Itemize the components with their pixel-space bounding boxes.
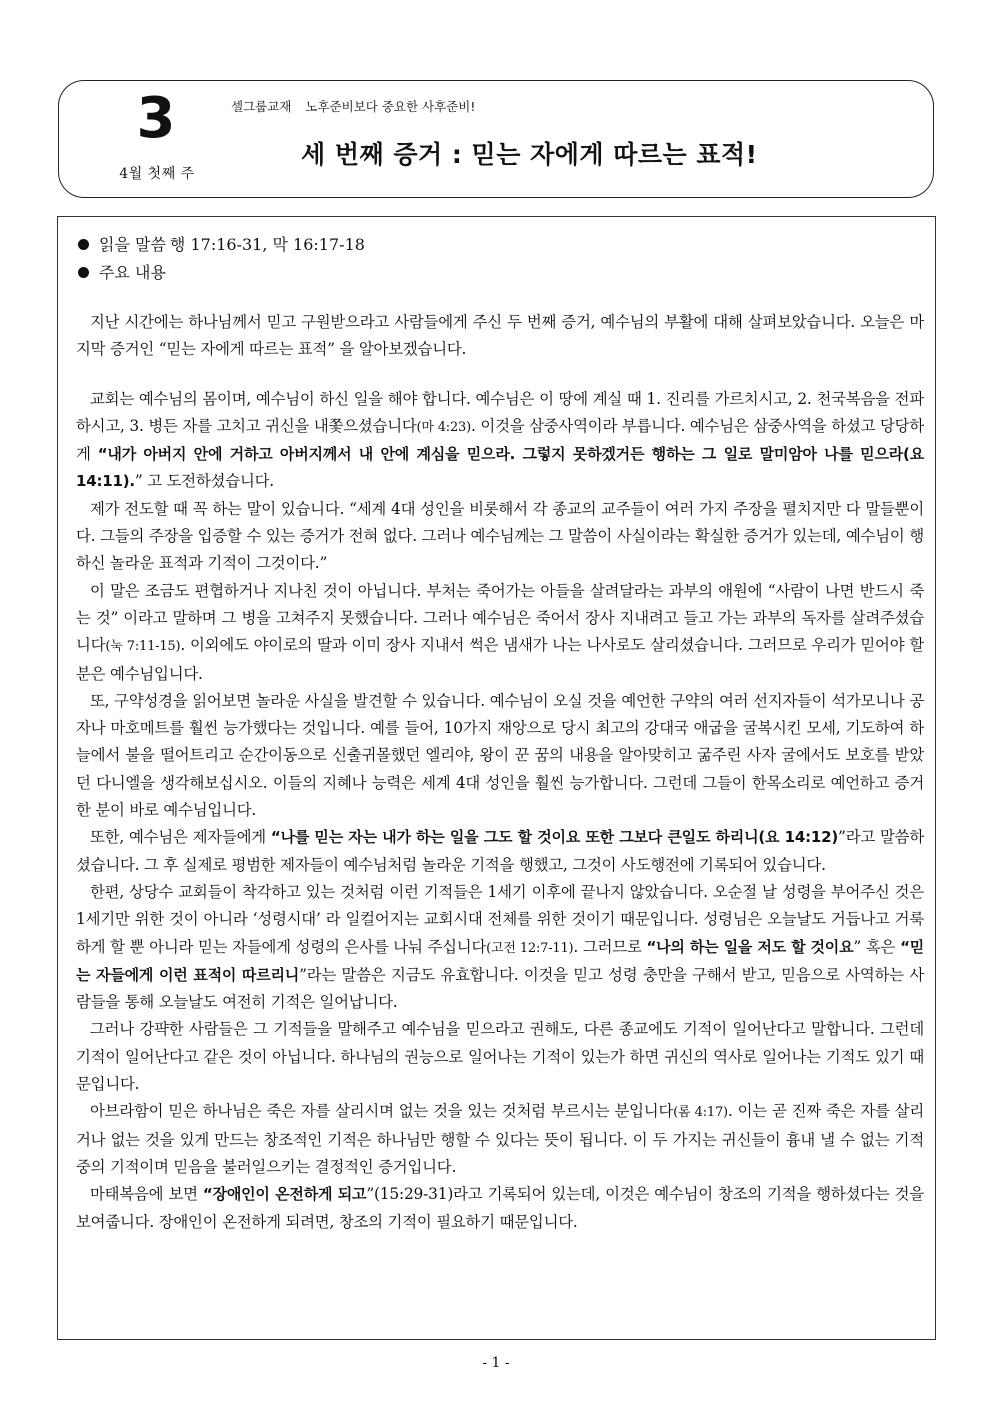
paragraph-3: 제가 전도할 때 꼭 하는 말이 있습니다. “세계 4대 성인을 비롯해서 각 종교의 교주들이 여러 가지 주장을 펼치지만 다 말들뿐이다. 그들의 주장을 입증할 수 있는 증거가 전혀 없다. 그러나 예수님께는 그 말씀이 사실이라는 확실한 증거가 있는데, 예수님이 행하신 놀라운 표적과 기적이 그것이다.” (76, 499, 924, 573)
lesson-title: 세 번째 증거 : 믿는 자에게 따르는 표적! (301, 140, 758, 169)
paragraph-9: 아브라함이 믿은 하나님은 죽은 자를 살리시며 없는 것을 있는 것처럼 부르시는 분입니다(롬 4:17). 이는 곧 진짜 죽은 자를 살리거나 없는 것을 있게 만드는 창조적인 기적은 하나님만 행할 수 있다는 뜻이 됩니다. 이 두 가지는 귀신들이 흉내 낼 수 없는 기적 중의 기적이며 믿음을 불러일으키는 결정적인 증거입니다. (76, 1102, 925, 1176)
paragraph-1: 지난 시간에는 하나님께서 믿고 구원받으라고 사람들에게 주신 두 번째 증거, 예수님의 부활에 대해 살펴보았습니다. 오늘은 마지막 증거인 “믿는 자에게 따르는 표적” 을 알아보겠습니다. (76, 313, 924, 359)
scripture-ref: (눅 7:11-15) (105, 639, 181, 655)
scripture-quote: “장애인이 온전하게 되고 (202, 1185, 367, 1204)
series-label (231, 97, 475, 115)
paragraph-10: 마태복음에 보면 “장애인이 온전하게 되고”(15:29-31)라고 기록되어 있는데, 이것은 예수님이 창조의 기적을 행하셨다는 것을 보여줍니다. 장애인이 온전하게 되려면, 창조의 기적이 필요하기 때문입니다. (76, 1185, 925, 1231)
bullet-icon (78, 239, 89, 250)
paragraph-5: 또, 구약성경을 읽어보면 놀라운 사실을 발견할 수 있습니다. 예수님이 오실 것을 예언한 구약의 여러 선지자들이 석가모니나 공자나 마호메트를 훨씬 능가했다는 것입니다. 예를 들어, 10가지 재앙으로 당시 최고의 강대국 애굽을 굴복시킨 모세, 기도하여 하늘에서 불을 떨어트리고 순간이동으로 신출귀몰했던 엘리야, 왕이 꾼 꿈의 내용을 알아맞히고 굶주린 사자 굴에서도 보호를 받았던 다니엘을 생각해보십시오. 이들의 지혜나 능력은 세계 4대 성인을 훨씬 능가합니다. 그런데 그들이 한목소리로 예언하고 증거한 분이 바로 예수님입니다. (76, 691, 924, 820)
page-number: - 1 - (482, 1355, 510, 1371)
bullet-reading (78, 231, 365, 259)
paragraph-7: 한편, 상당수 교회들이 착각하고 있는 것처럼 이런 기적들은 1세기 이후에 끝나지 않았습니다. 오순절 날 성령을 부어주신 것은 1세기만 위한 것이 아니라 ‘성령시대’ 라 일컬어지는 교회시대 전체를 위한 것이기 때문입니다. 성령님은 오늘날도 거듭나고 거룩하게 할 뿐 아니라 믿는 자들에게 성령의 은사를 나눠 주십니다(고전 12:7-11). 그러므로 “나의 하는 일을 저도 할 것이요” 혹은 “믿는 자들에게 이런 표적이 따르리니”라는 말씀은 지금도 유효합니다. 이것을 믿고 성령 충만을 구해서 받고, 믿음으로 사역하는 사람들을 통해 오늘날도 여전히 기적은 일어납니다. (76, 882, 925, 1012)
series-subtitle: 노후준비보다 중요한 사후준비! (305, 99, 476, 114)
scripture-quote: “나를 믿는 자는 내가 하는 일을 그도 할 것이요 또한 그보다 큰일도 하리니(요 14:12) (270, 828, 839, 847)
reading-label: 읽을 말씀 (99, 235, 166, 254)
scripture-ref: (마 4:23) (416, 419, 471, 435)
paragraph-2: 교회는 예수님의 몸이며, 예수님이 하신 일을 해야 합니다. 예수님은 이 땅에 계실 때 1. 진리를 가르치시고, 2. 천국복음을 전파하시고, 3. 병든 자를 고치고 귀신을 내쫓으셨습니다(마 4:23). 이것을 삼중사역이라 부릅니다. 예수님은 삼중사역을 하셨고 당당하게 “내가 아버지 안에 거하고 아버지께서 내 안에 계심을 믿으라. 그렇지 못하겠거든 행하는 그 일로 말미암아 나를 믿으라(요 14:11).” 고 도전하셨습니다. (76, 389, 924, 491)
bullet-list (78, 231, 365, 287)
lesson-header (58, 80, 934, 198)
scripture-ref: (롬 4:17) (673, 1105, 728, 1121)
series-name: 셀그룹교재 (231, 99, 292, 114)
lesson-number: 3 (136, 86, 176, 151)
week-label: 4월 첫째 주 (119, 166, 195, 182)
lesson-body (57, 216, 936, 1340)
scripture-quote: “믿는 자들에게 이런 표적이 따르리니 (76, 937, 925, 984)
main-content-label: 주요 내용 (99, 263, 166, 282)
lesson-content (76, 309, 924, 1236)
paragraph-8: 그러나 강퍅한 사람들은 그 기적들을 말해주고 예수님을 믿으라고 권해도, 다른 종교에도 기적이 일어난다고 말합니다. 그런데 기적이 일어난다고 같은 것이 아닙니다. 하나님의 권능으로 일어나는 기적이 있는가 하면 귀신의 역사로 일어나는 기적도 있기 때문입니다. (76, 1020, 924, 1094)
bullet-icon (78, 267, 89, 278)
reading-reference: 행 17:16-31, 막 16:17-18 (169, 235, 365, 254)
bullet-main (78, 259, 365, 287)
scripture-ref: (고전 12:7-11) (486, 940, 574, 956)
scripture-quote: “나의 하는 일을 저도 할 것이요 (646, 937, 854, 956)
paragraph-6: 또한, 예수님은 제자들에게 “나를 믿는 자는 내가 하는 일을 그도 할 것이요 또한 그보다 큰일도 하리니(요 14:12)”라고 말씀하셨습니다. 그 후 실제로 평범한 제자들이 예수님처럼 놀라운 기적을 행했고, 그것이 사도행전에 기록되어 있습니다. (76, 828, 924, 874)
scripture-quote: “내가 아버지 안에 거하고 아버지께서 내 안에 계심을 믿으라. 그렇지 못하겠거든 행하는 그 일로 말미암아 나를 믿으라(요 14:11). (76, 445, 924, 491)
paragraph-4: 이 말은 조금도 편협하거나 지나친 것이 아닙니다. 부처는 죽어가는 아들을 살려달라는 과부의 애원에 “사람이 나면 반드시 죽는 것” 이라고 말하며 그 병을 고쳐주지 못했습니다. 그러나 예수님은 죽어서 장사 지내려고 들고 가는 과부의 독자를 살려주셨습니다(눅 7:11-15). 이외에도 야이로의 딸과 이미 장사 지내서 썩은 냄새가 나는 나사로도 살리셨습니다. 그러므로 우리가 믿어야 할 분은 예수님입니다. (76, 581, 924, 683)
